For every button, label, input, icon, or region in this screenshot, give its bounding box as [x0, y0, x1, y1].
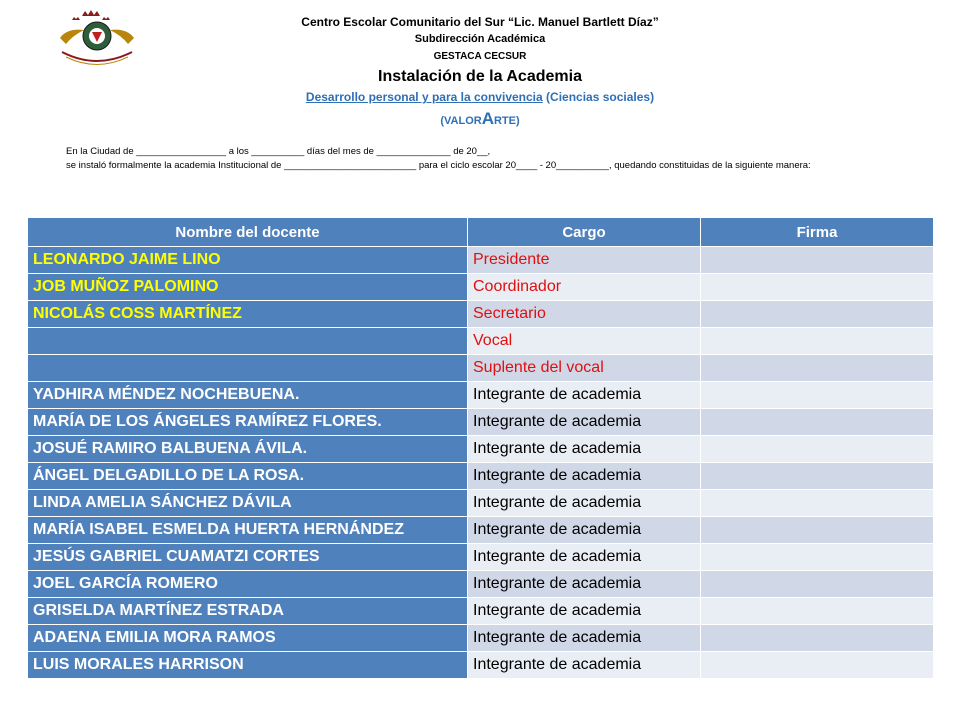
- member-name: YADHIRA MÉNDEZ NOCHEBUENA.: [28, 382, 468, 409]
- member-role: Integrante de academia: [468, 436, 701, 463]
- member-role: Integrante de academia: [468, 598, 701, 625]
- member-name: LINDA AMELIA SÁNCHEZ DÁVILA: [28, 490, 468, 517]
- valor-arte-label: (VALORARTE): [440, 109, 520, 128]
- member-role: Integrante de academia: [468, 490, 701, 517]
- table-row: [28, 463, 934, 490]
- intro-paragraph: [66, 145, 932, 173]
- table-header-row: [28, 218, 934, 247]
- member-name: JOEL GARCÍA ROMERO: [28, 571, 468, 598]
- intro-line-1: En la Ciudad de _________________ a los __________ días del mes de ______________ de 20__,: [66, 146, 491, 157]
- school-name: Centro Escolar Comunitario del Sur “Lic. Manuel Bartlett Díaz”: [301, 15, 659, 29]
- member-role: Presidente: [468, 247, 701, 274]
- table-row: [28, 625, 934, 652]
- table-row: [28, 301, 934, 328]
- table-row: [28, 409, 934, 436]
- member-name: LUIS MORALES HARRISON: [28, 652, 468, 679]
- signature-cell[interactable]: [701, 625, 934, 652]
- member-name: MARÍA DE LOS ÁNGELES RAMÍREZ FLORES.: [28, 409, 468, 436]
- page-title: Instalación de la Academia: [378, 68, 582, 85]
- header-signature: Firma: [701, 218, 934, 247]
- table-row: [28, 571, 934, 598]
- member-name: JOSUÉ RAMIRO BALBUENA ÁVILA.: [28, 436, 468, 463]
- member-role: Integrante de academia: [468, 652, 701, 679]
- header-role: Cargo: [468, 218, 701, 247]
- signature-cell[interactable]: [701, 409, 934, 436]
- member-name: NICOLÁS COSS MARTÍNEZ: [28, 301, 468, 328]
- signature-cell[interactable]: [701, 382, 934, 409]
- member-role: Coordinador: [468, 274, 701, 301]
- table-row: [28, 355, 934, 382]
- intro-line-2: se instaló formalmente la academia Institucional de _________________________ para el ciclo escolar 20____ - 20__________, quedando constituidas de la siguiente manera:: [66, 160, 811, 171]
- member-role: Secretario: [468, 301, 701, 328]
- table-row: [28, 247, 934, 274]
- signature-cell[interactable]: [701, 517, 934, 544]
- member-name: JESÚS GABRIEL CUAMATZI CORTES: [28, 544, 468, 571]
- signature-cell[interactable]: [701, 328, 934, 355]
- signature-cell[interactable]: [701, 652, 934, 679]
- member-role: Integrante de academia: [468, 463, 701, 490]
- table-row: [28, 328, 934, 355]
- member-name: GRISELDA MARTÍNEZ ESTRADA: [28, 598, 468, 625]
- signature-cell[interactable]: [701, 490, 934, 517]
- member-role: Integrante de academia: [468, 517, 701, 544]
- table-row: [28, 652, 934, 679]
- member-role: Integrante de academia: [468, 382, 701, 409]
- signature-cell[interactable]: [701, 301, 934, 328]
- signature-cell[interactable]: [701, 463, 934, 490]
- member-role: Integrante de academia: [468, 625, 701, 652]
- table-row: [28, 490, 934, 517]
- signature-cell[interactable]: [701, 436, 934, 463]
- member-name: ÁNGEL DELGADILLO DE LA ROSA.: [28, 463, 468, 490]
- member-role: Integrante de academia: [468, 544, 701, 571]
- signature-cell[interactable]: [701, 247, 934, 274]
- signature-cell[interactable]: [701, 598, 934, 625]
- school-logo: [52, 8, 142, 70]
- member-name: [28, 355, 468, 382]
- table-row: [28, 544, 934, 571]
- signature-cell[interactable]: [701, 274, 934, 301]
- member-name: MARÍA ISABEL ESMELDA HUERTA HERNÁNDEZ: [28, 517, 468, 544]
- academy-members-table: [27, 217, 934, 679]
- member-role: Integrante de academia: [468, 409, 701, 436]
- area-note: (Ciencias sociales): [546, 90, 655, 104]
- member-name: JOB MUÑOZ PALOMINO: [28, 274, 468, 301]
- member-name: ADAENA EMILIA MORA RAMOS: [28, 625, 468, 652]
- signature-cell[interactable]: [701, 355, 934, 382]
- document-header: [160, 14, 800, 130]
- table-row: [28, 382, 934, 409]
- crown-icon: [72, 10, 110, 20]
- member-role: Integrante de academia: [468, 571, 701, 598]
- table-row: [28, 517, 934, 544]
- table-row: [28, 274, 934, 301]
- academy-area: [160, 88, 800, 106]
- area-link[interactable]: Desarrollo personal y para la convivencia: [305, 90, 543, 104]
- member-role: Vocal: [468, 328, 701, 355]
- gestaca-label: GESTACA CECSUR: [433, 51, 527, 62]
- header-name: Nombre del docente: [28, 218, 468, 247]
- member-role: Suplente del vocal: [468, 355, 701, 382]
- subdirection: Subdirección Académica: [414, 33, 546, 45]
- member-name: [28, 328, 468, 355]
- signature-cell[interactable]: [701, 544, 934, 571]
- table-row: [28, 436, 934, 463]
- table-row: [28, 598, 934, 625]
- member-name: LEONARDO JAIME LINO: [28, 247, 468, 274]
- signature-cell[interactable]: [701, 571, 934, 598]
